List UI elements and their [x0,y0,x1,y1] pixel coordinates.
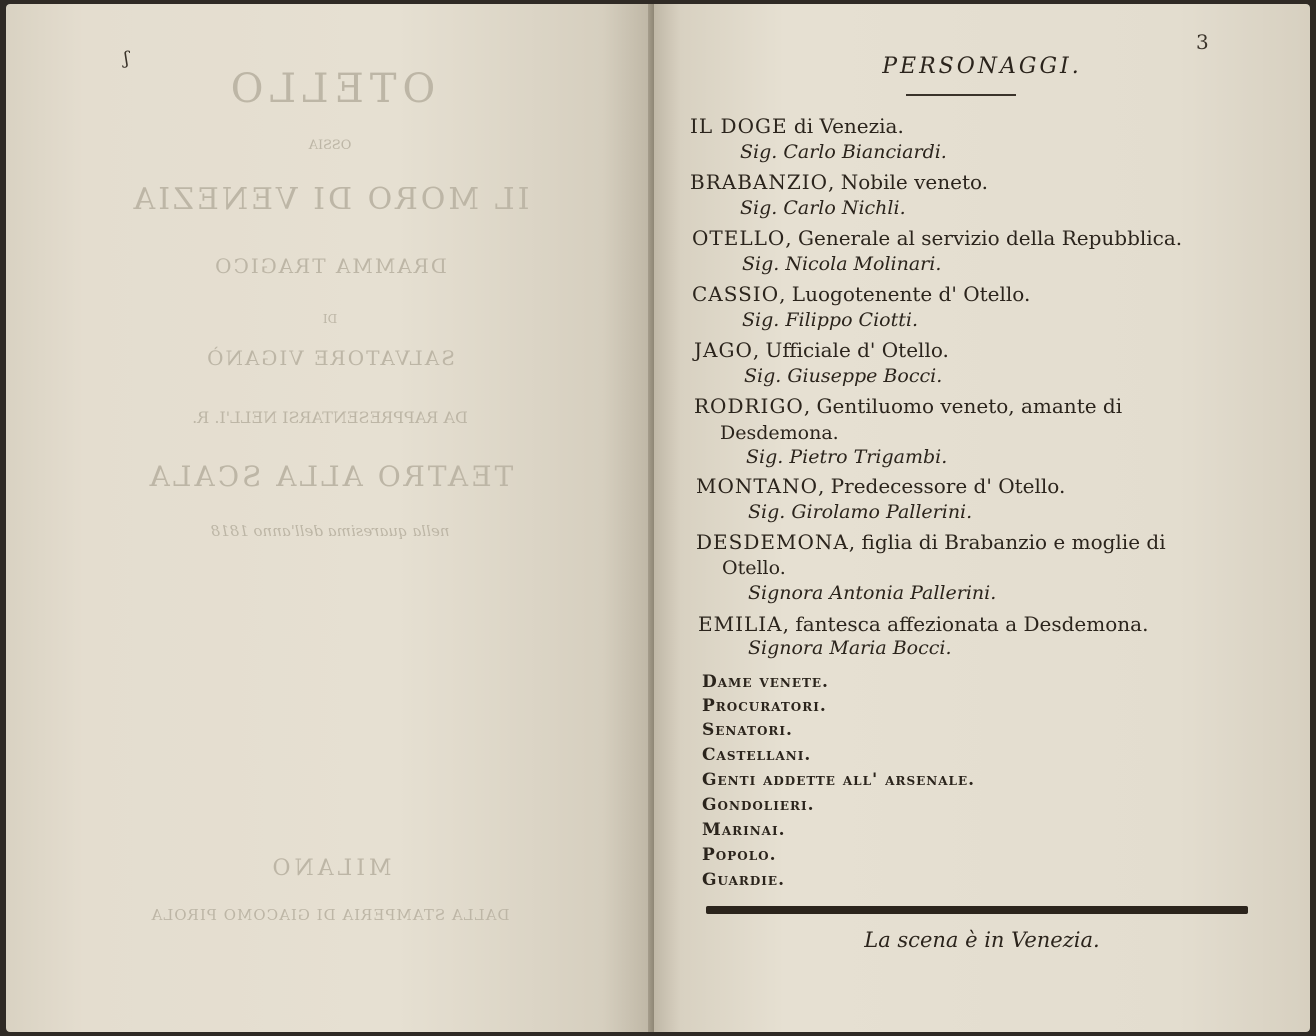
heading-rule [906,94,1016,96]
bleed-through-line: TEATRO ALLA SCALA [146,460,514,493]
character-role: JAGO, Ufficiale d' Otello. [694,338,949,362]
bleed-through-line: nella quaresima dell'anno 1818 [210,522,450,540]
character-role: MONTANO, Predecessore d' Otello. [696,474,1066,498]
character-actor: Sig. Giuseppe Bocci. [744,365,943,387]
character-role: DESDEMONA, figlia di Brabanzio e moglie di [696,530,1166,554]
bleed-through-line: IL MORO DI VENEZIA [130,182,530,217]
character-actor: Sig. Girolamo Pallerini. [748,501,973,523]
group-label: Guardie. [702,870,785,890]
group-label: Procuratori. [702,696,827,716]
page-heading: PERSONAGGI. [882,54,1082,79]
group-label: Castellani. [702,745,812,765]
bleed-through-title: OTELLO [224,66,436,112]
bleed-through-line: DI [322,312,338,326]
character-role: EMILIA, fantesca affezionata a Desdemona. [698,612,1149,636]
character-role-continued: Desdemona. [720,422,839,444]
group-label: Gondolieri. [702,795,815,815]
bleed-through-line: DALLA STAMPERIA DI GIACOMO PIROLA [150,906,510,924]
left-page [6,4,654,1032]
group-label: Dame venete. [702,672,829,692]
character-actor: Sig. Pietro Trigambi. [746,446,948,468]
character-actor: Sig. Carlo Nichli. [740,197,906,219]
group-label: Popolo. [702,845,777,865]
bleed-through-line: DA RAPPRESENTARSI NELL'I. R. [192,408,468,427]
character-actor: Sig. Filippo Ciotti. [742,309,918,331]
character-role: OTELLO, Generale al servizio della Repubblica. [692,226,1183,250]
bleed-through-line: SALVATORE VIGANÒ [205,346,455,370]
character-actor: Sig. Nicola Molinari. [742,253,942,275]
page-number: 3 [1196,30,1209,54]
section-rule [706,906,1248,914]
group-label: Senatori. [702,720,793,740]
bleed-through-line: MILANO [268,856,392,881]
character-actor: Sig. Carlo Bianciardi. [740,141,947,163]
character-role-continued: Otello. [722,557,786,579]
group-label: Marinai. [702,820,786,840]
character-actor: Signora Antonia Pallerini. [748,582,997,604]
character-role: RODRIGO, Gentiluomo veneto, amante di [694,394,1123,418]
character-role: BRABANZIO, Nobile veneto. [690,170,989,194]
bleed-through-line: DRAMMA TRAGICO [213,254,447,278]
ink-mark: ʃ [124,48,129,69]
scene-note: La scena è in Venezia. [864,928,1100,952]
character-role: CASSIO, Luogotenente d' Otello. [692,282,1031,306]
character-actor: Signora Maria Bocci. [748,637,952,659]
group-label: Genti addette all' arsenale. [702,770,976,790]
bleed-through-line: OSSIA [308,138,352,153]
character-role: IL DOGE di Venezia. [690,114,904,138]
